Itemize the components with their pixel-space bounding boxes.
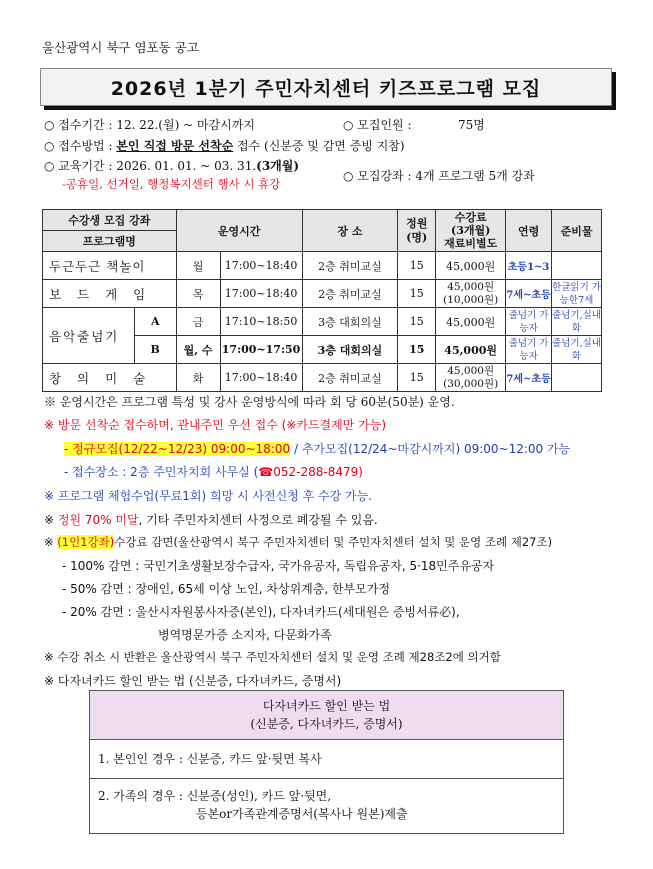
program-fee: 45,000원 <box>436 252 506 280</box>
program-age: 줄넘기 가능자 <box>506 336 552 364</box>
reception-method <box>44 137 405 154</box>
table-row <box>43 280 602 308</box>
program-day: 화 <box>176 364 220 392</box>
program-place: 2층 취미교실 <box>302 364 398 392</box>
program-fee <box>436 280 506 308</box>
program-fee <box>436 364 506 392</box>
program-place: 2층 취미교실 <box>302 280 398 308</box>
program-prep: 줄넘기,실내화 <box>552 337 601 362</box>
holiday-note: -공휴일, 선거일, 행정복지센터 행사 시 휴강 <box>62 177 281 191</box>
note-first-come: ※ 방문 선착순 접수하며, 관내주민 우선 접수 (※카드결제만 가능) <box>44 418 387 432</box>
family-line-2: 등본or가족관계증명서(복사나 원본)제출 <box>196 807 408 821</box>
header-time: 운영시간 <box>176 210 302 252</box>
program-name: 음악줄넘기 <box>43 308 135 364</box>
program-fee: 45,000원 <box>436 336 506 364</box>
note-discount <box>44 534 552 550</box>
header-place: 장 소 <box>302 210 398 252</box>
card-box-title-1: 다자녀카드 할인 받는 법 <box>262 699 391 713</box>
card-box-row-family <box>90 778 563 833</box>
note-trial: ※ 프로그램 체험수업(무료1회) 희망 시 사전신청 후 수강 가능. <box>44 489 373 503</box>
note-cancel-policy <box>44 511 378 528</box>
discount-100: - 100% 감면 : 국민기초생활보장수급자, 국가유공자, 독립유공자, 5·18민주유공자 <box>62 559 495 573</box>
header-fee-2: (3개월) <box>451 224 491 237</box>
program-age: 초등1~3 <box>506 252 552 280</box>
header-fee-3: 재료비별도 <box>444 237 498 250</box>
program-quota: 15 <box>398 252 436 280</box>
program-age: 7세~초등 <box>506 364 552 392</box>
card-box-title-2: (신분증, 다자녀카드, 증명서) <box>250 717 403 731</box>
program-age: 7세~초등 <box>506 280 552 308</box>
note-card: ※ 다자녀카드 할인 받는 법 (신분증, 다자녀카드, 증명서) <box>44 674 342 688</box>
program-quota: 15 <box>398 280 436 308</box>
edu-bold: (3개월) <box>256 159 300 173</box>
n6-suffix: , 기타 주민자치센터 사정으로 폐강될 수 있음. <box>138 513 378 527</box>
program-place: 3층 대회의실 <box>302 336 398 364</box>
fee-main: 45,000원 <box>447 364 495 377</box>
header-program: 프로그램명 <box>43 231 177 252</box>
program-time: 17:00~18:40 <box>220 364 302 392</box>
program-prep: 줄넘기,실내화 <box>552 309 601 334</box>
header-fee-1: 수강료 <box>454 211 487 224</box>
reception-period: ○ 접수기간 : 12. 22.(월) ~ 마감시까지 <box>44 118 255 132</box>
method-suffix: 접수 (신분증 및 감면 증빙 지참) <box>233 139 405 153</box>
n7-prefix: ※ <box>44 535 58 549</box>
program-day: 금 <box>176 308 220 336</box>
card-box-row-self: 1. 본인인 경우 : 신분증, 카드 앞·뒷면 복사 <box>98 752 322 766</box>
program-quota: 15 <box>398 308 436 336</box>
program-table <box>42 209 602 392</box>
program-day: 목 <box>176 280 220 308</box>
courses-count: ○ 모집강좌 : 4개 프로그램 5개 강좌 <box>343 169 535 183</box>
program-quota: 15 <box>398 364 436 392</box>
program-place: 2층 취미교실 <box>302 252 398 280</box>
program-name: 두근두근 책놀이 <box>43 252 177 280</box>
table-header-row <box>43 210 602 231</box>
program-time: 17:00~18:40 <box>220 252 302 280</box>
method-prefix: ○ 접수방법 : <box>44 139 117 153</box>
program-time: 17:10~18:50 <box>220 308 302 336</box>
regular-recruit: - 정규모집(12/22~12/23) 09:00~18:00 <box>64 442 291 456</box>
header-prep: 준비물 <box>552 210 602 252</box>
discount-50: - 50% 감면 : 장애인, 65세 이상 노인, 차상위계층, 한부모가정 <box>62 582 390 596</box>
table-row <box>43 308 602 336</box>
program-prep <box>552 252 602 280</box>
program-fee: 45,000원 <box>436 308 506 336</box>
fee-main: 45,000원 <box>447 280 495 293</box>
program-prep <box>552 364 602 392</box>
table-row <box>43 364 602 392</box>
fee-material: (10,000원) <box>443 293 499 306</box>
note-place <box>64 463 363 480</box>
program-day: 월 <box>176 252 220 280</box>
program-prep: 한글읽기 가능한7세 <box>552 281 601 306</box>
program-day: 월, 수 <box>176 336 220 364</box>
page-title: 2026년 1분기 주민자치센터 키즈프로그램 모집 <box>40 68 612 106</box>
n6-highlight: 정원 70% 미달 <box>57 513 139 527</box>
notice-header: 울산광역시 북구 염포동 공고 <box>42 40 199 55</box>
program-time: 17:00~17:50 <box>220 336 302 364</box>
n6-prefix: ※ <box>44 513 58 527</box>
note-refund: ※ 수강 취소 시 반환은 울산광역시 북구 주민자치센터 설치 및 운영 조례 제28조2에 의거함 <box>44 650 501 664</box>
note-schedule <box>64 440 570 457</box>
n7-suffix: 수강료 감면(울산광역시 북구 주민자치센터 및 주민자치센터 설치 및 운영 조례 제27조) <box>114 535 553 549</box>
card-discount-box <box>89 690 564 834</box>
program-sub: B <box>134 336 176 364</box>
card-box-title <box>90 691 563 740</box>
family-line-1: 2. 가족의 경우 : 신분증(성인), 카드 앞·뒷면, <box>98 789 332 803</box>
phone-number: ☎052-288-8479) <box>258 465 363 479</box>
extra-recruit: / 추가모집(12/24~마감시까지) 09:00~12:00 가능 <box>290 442 571 456</box>
program-place: 3층 대회의실 <box>302 308 398 336</box>
header-age: 연령 <box>506 210 552 252</box>
education-period <box>44 157 299 174</box>
note-operation: ※ 운영시간은 프로그램 특성 및 강사 운영방식에 따라 회 당 60분(50분) 운영. <box>44 395 455 409</box>
header-quota: 정원 (명) <box>398 210 436 252</box>
discount-20-cont: 병역명문가증 소지자, 다문화가족 <box>158 628 332 642</box>
program-quota: 15 <box>398 336 436 364</box>
program-name: 창 의 미 술 <box>43 364 177 392</box>
program-sub: A <box>134 308 176 336</box>
program-age: 줄넘기 가능자 <box>506 308 552 336</box>
program-name: 보 드 게 임 <box>43 280 177 308</box>
header-course: 수강생 모집 강좌 <box>43 210 177 231</box>
place-text: - 접수장소 : 2층 주민자치회 사무실 ( <box>64 465 259 479</box>
edu-prefix: ○ 교육기간 : 2026. 01. 01. ~ 03. 31. <box>44 159 257 173</box>
table-row <box>43 252 602 280</box>
quota-label: ○ 모집인원 : <box>343 118 412 132</box>
one-course: (1인1강좌) <box>57 535 115 549</box>
method-bold: 본인 직접 방문 선착순 <box>116 139 234 153</box>
discount-20: - 20% 감면 : 울산시자원봉사자증(본인), 다자녀카드(세대원은 증빙서류必), <box>62 605 460 619</box>
header-fee <box>436 210 506 252</box>
program-time: 17:00~18:40 <box>220 280 302 308</box>
quota-value: 75명 <box>458 118 485 132</box>
fee-material: (30,000원) <box>443 377 499 390</box>
